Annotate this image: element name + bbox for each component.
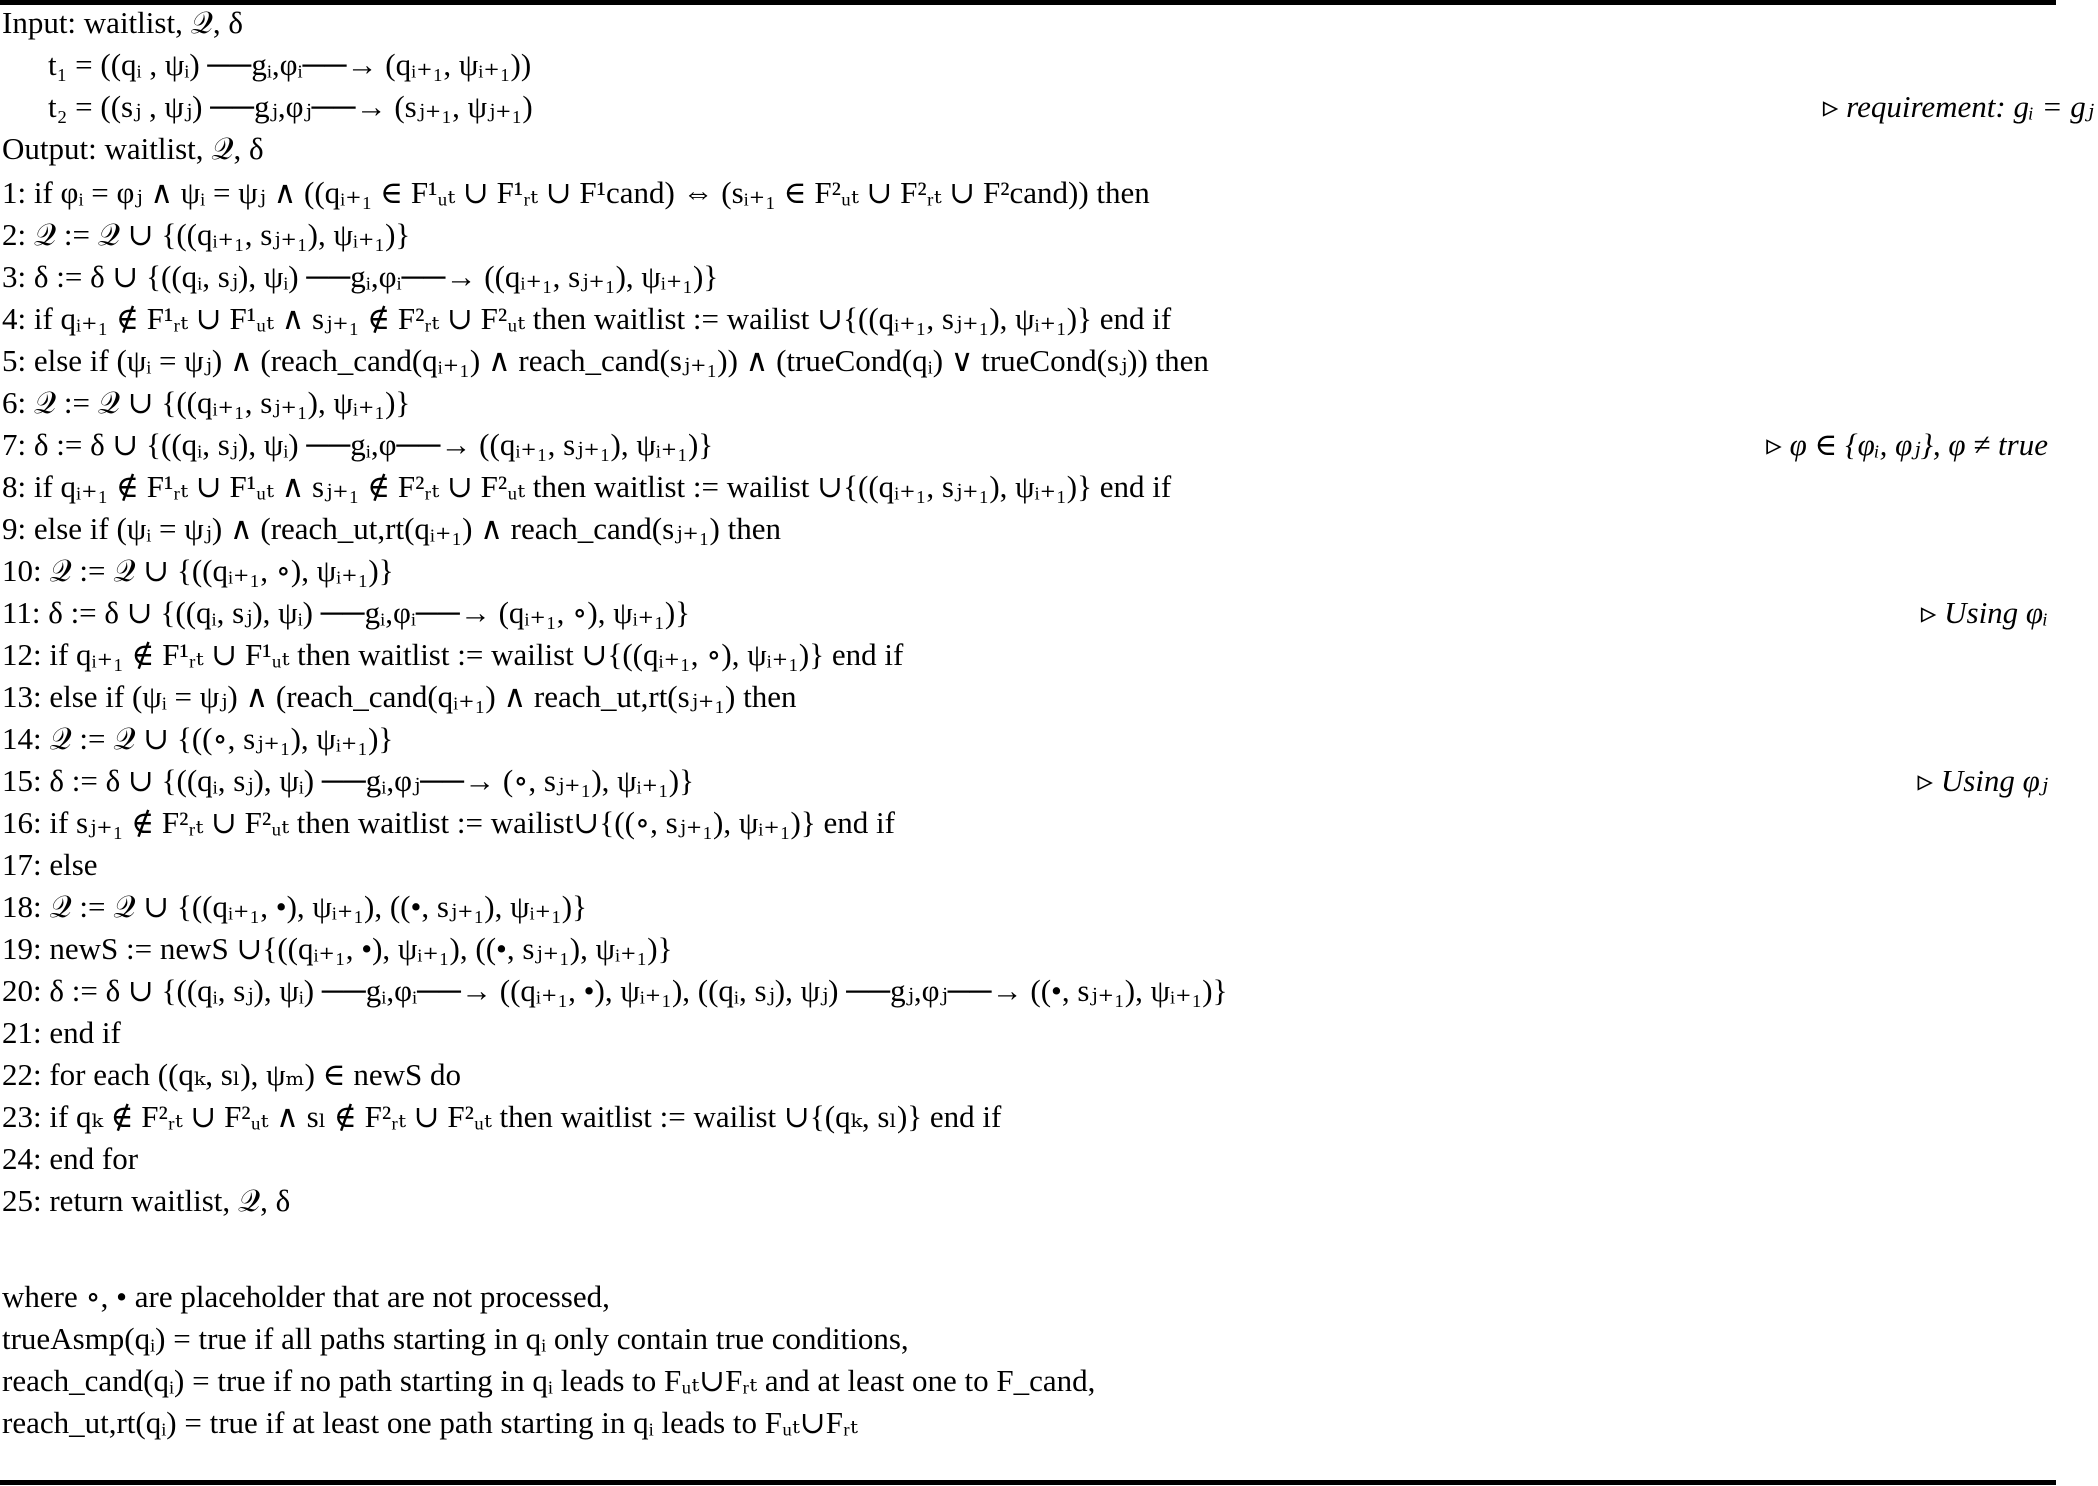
algorithm-line	[2, 1098, 2052, 1136]
footnote-line: reach_cand(qᵢ) = true if no path starting in qᵢ leads to Fᵤₜ∪Fᵣₜ and at least one to F_cand,	[2, 1363, 1096, 1398]
algorithm-line-text: 14: 𝒬 := 𝒬 ∪ {((∘, sⱼ₊₁), ψᵢ₊₁)}	[2, 721, 394, 756]
input-line: Input: waitlist, 𝒬, δ	[2, 5, 243, 40]
algorithm-line-text: 7: δ := δ ∪ {((qᵢ, sⱼ), ψᵢ) ──gᵢ,φ──→ ((qᵢ₊₁, sⱼ₊₁), ψᵢ₊₁)}	[2, 427, 714, 462]
algorithm-line-text: 10: 𝒬 := 𝒬 ∪ {((qᵢ₊₁, ∘), ψᵢ₊₁)}	[2, 553, 394, 588]
algorithm-line-text: 12: if qᵢ₊₁ ∉ F¹ᵣₜ ∪ F¹ᵤₜ then waitlist := wailist ∪{((qᵢ₊₁, ∘), ψᵢ₊₁)} end if	[2, 637, 904, 672]
algorithm-line	[2, 1140, 2052, 1178]
algorithm-line	[2, 930, 2052, 968]
algorithm-line	[2, 552, 2052, 590]
algorithm-line-text: 20: δ := δ ∪ {((qᵢ, sⱼ), ψᵢ) ──gᵢ,φᵢ──→ ((qᵢ₊₁, •), ψᵢ₊₁), ((qᵢ, sⱼ), ψⱼ) ──gⱼ,φⱼ──→ ((•, sⱼ₊₁), ψᵢ₊₁)}	[2, 973, 1228, 1008]
algorithm-line-text: 8: if qᵢ₊₁ ∉ F¹ᵣₜ ∪ F¹ᵤₜ ∧ sⱼ₊₁ ∉ F²ᵣₜ ∪ F²ᵤₜ then waitlist := wailist ∪{((qᵢ₊₁, sⱼ₊₁), ψᵢ₊₁)} end if	[2, 469, 1172, 504]
algorithm-line	[2, 174, 2052, 212]
bottom-rule	[0, 1480, 2056, 1485]
footnote-line: where ∘, • are placeholder that are not processed,	[2, 1279, 610, 1314]
algorithm-line-text: 21: end if	[2, 1015, 121, 1050]
algorithm-line	[2, 804, 2052, 842]
requirement-comment: ▹ requirement: gᵢ = gⱼ	[1822, 89, 2094, 124]
algorithm-line	[2, 1182, 2052, 1220]
algorithm-line-text: 19: newS := newS ∪{((qᵢ₊₁, •), ψᵢ₊₁), ((•, sⱼ₊₁), ψᵢ₊₁)}	[2, 931, 673, 966]
algorithm-line-text: 25: return waitlist, 𝒬, δ	[2, 1183, 291, 1218]
algorithm-line	[2, 468, 2052, 506]
footnote-line: reach_ut,rt(qᵢ) = true if at least one path starting in qᵢ leads to Fᵤₜ∪Fᵣₜ	[2, 1405, 858, 1440]
algorithm-line-text: 2: 𝒬 := 𝒬 ∪ {((qᵢ₊₁, sⱼ₊₁), ψᵢ₊₁)}	[2, 217, 411, 252]
algorithm-line	[2, 972, 2052, 1010]
algorithm-line-text: 18: 𝒬 := 𝒬 ∪ {((qᵢ₊₁, •), ψᵢ₊₁), ((•, sⱼ₊₁), ψᵢ₊₁)}	[2, 889, 587, 924]
algorithm-line	[2, 888, 2052, 926]
algorithm-line-comment: ▹ Using φᵢ	[1920, 595, 2048, 630]
algorithm-line-text: 15: δ := δ ∪ {((qᵢ, sⱼ), ψᵢ) ──gᵢ,φⱼ──→ (∘, sⱼ₊₁), ψᵢ₊₁)}	[2, 763, 694, 798]
algorithm-line-text: 16: if sⱼ₊₁ ∉ F²ᵣₜ ∪ F²ᵤₜ then waitlist := wailist∪{((∘, sⱼ₊₁), ψᵢ₊₁)} end if	[2, 805, 895, 840]
algorithm-line-text: 5: else if (ψᵢ = ψⱼ) ∧ (reach_cand(qᵢ₊₁) ∧ reach_cand(sⱼ₊₁)) ∧ (trueCond(qᵢ) ∨ trueCond(sⱼ)) then	[2, 343, 1209, 378]
algorithm-line	[2, 846, 2052, 884]
algorithm-line	[2, 342, 2052, 380]
algorithm-line	[2, 636, 2052, 674]
algorithm-line	[2, 678, 2052, 716]
footnote-line: trueAsmp(qᵢ) = true if all paths starting in qᵢ only contain true conditions,	[2, 1321, 909, 1356]
algorithm-line-text: 4: if qᵢ₊₁ ∉ F¹ᵣₜ ∪ F¹ᵤₜ ∧ sⱼ₊₁ ∉ F²ᵣₜ ∪ F²ᵤₜ then waitlist := wailist ∪{((qᵢ₊₁, sⱼ₊₁), ψᵢ₊₁)} end if	[2, 301, 1172, 336]
algorithm-line	[2, 762, 2052, 800]
algorithm-line	[2, 300, 2052, 338]
algorithm-line	[2, 258, 2052, 296]
t2-definition	[2, 88, 2098, 126]
output-line: Output: waitlist, 𝒬, δ	[2, 131, 264, 166]
algorithm-line	[2, 426, 2052, 464]
algorithm-line	[2, 720, 2052, 758]
algorithm-line-comment: ▹ φ ∈ {φᵢ, φⱼ}, φ ≠ true	[1766, 427, 2048, 462]
algorithm-line-text: 3: δ := δ ∪ {((qᵢ, sⱼ), ψᵢ) ──gᵢ,φᵢ──→ ((qᵢ₊₁, sⱼ₊₁), ψᵢ₊₁)}	[2, 259, 719, 294]
algorithm-line-text: 22: for each ((qₖ, sₗ), ψₘ) ∈ newS do	[2, 1057, 461, 1092]
algorithm-line-text: 17: else	[2, 847, 98, 882]
t1-definition: t₁ = ((qᵢ , ψᵢ) ──gᵢ,φᵢ──→ (qᵢ₊₁, ψᵢ₊₁))	[48, 47, 532, 82]
algorithm-line-comment: ▹ Using φⱼ	[1917, 763, 2048, 798]
algorithm-line-text: 13: else if (ψᵢ = ψⱼ) ∧ (reach_cand(qᵢ₊₁) ∧ reach_ut,rt(sⱼ₊₁) then	[2, 679, 797, 714]
algorithm-line	[2, 1056, 2052, 1094]
algorithm-line-text: 6: 𝒬 := 𝒬 ∪ {((qᵢ₊₁, sⱼ₊₁), ψᵢ₊₁)}	[2, 385, 411, 420]
algorithm-line	[2, 510, 2052, 548]
algorithm-line	[2, 384, 2052, 422]
algorithm-line	[2, 216, 2052, 254]
t2-text: t₂ = ((sⱼ , ψⱼ) ──gⱼ,φⱼ──→ (sⱼ₊₁, ψⱼ₊₁)	[48, 89, 533, 124]
algorithm-line-text: 9: else if (ψᵢ = ψⱼ) ∧ (reach_ut,rt(qᵢ₊₁) ∧ reach_cand(sⱼ₊₁) then	[2, 511, 781, 546]
algorithm-line	[2, 1014, 2052, 1052]
algorithm-line-text: 24: end for	[2, 1141, 139, 1176]
algorithm-line-text: 11: δ := δ ∪ {((qᵢ, sⱼ), ψᵢ) ──gᵢ,φᵢ──→ (qᵢ₊₁, ∘), ψᵢ₊₁)}	[2, 595, 691, 630]
algorithm-line-text: 23: if qₖ ∉ F²ᵣₜ ∪ F²ᵤₜ ∧ sₗ ∉ F²ᵣₜ ∪ F²ᵤₜ then waitlist := wailist ∪{(qₖ, sₗ)} end if	[2, 1099, 1002, 1134]
algorithm-line	[2, 594, 2052, 632]
algorithm-line-text: 1: if φᵢ = φⱼ ∧ ψᵢ = ψⱼ ∧ ((qᵢ₊₁ ∈ F¹ᵤₜ ∪ F¹ᵣₜ ∪ F¹cand) ⇔ (sᵢ₊₁ ∈ F²ᵤₜ ∪ F²ᵣₜ ∪ F²cand)) then	[2, 175, 1150, 210]
